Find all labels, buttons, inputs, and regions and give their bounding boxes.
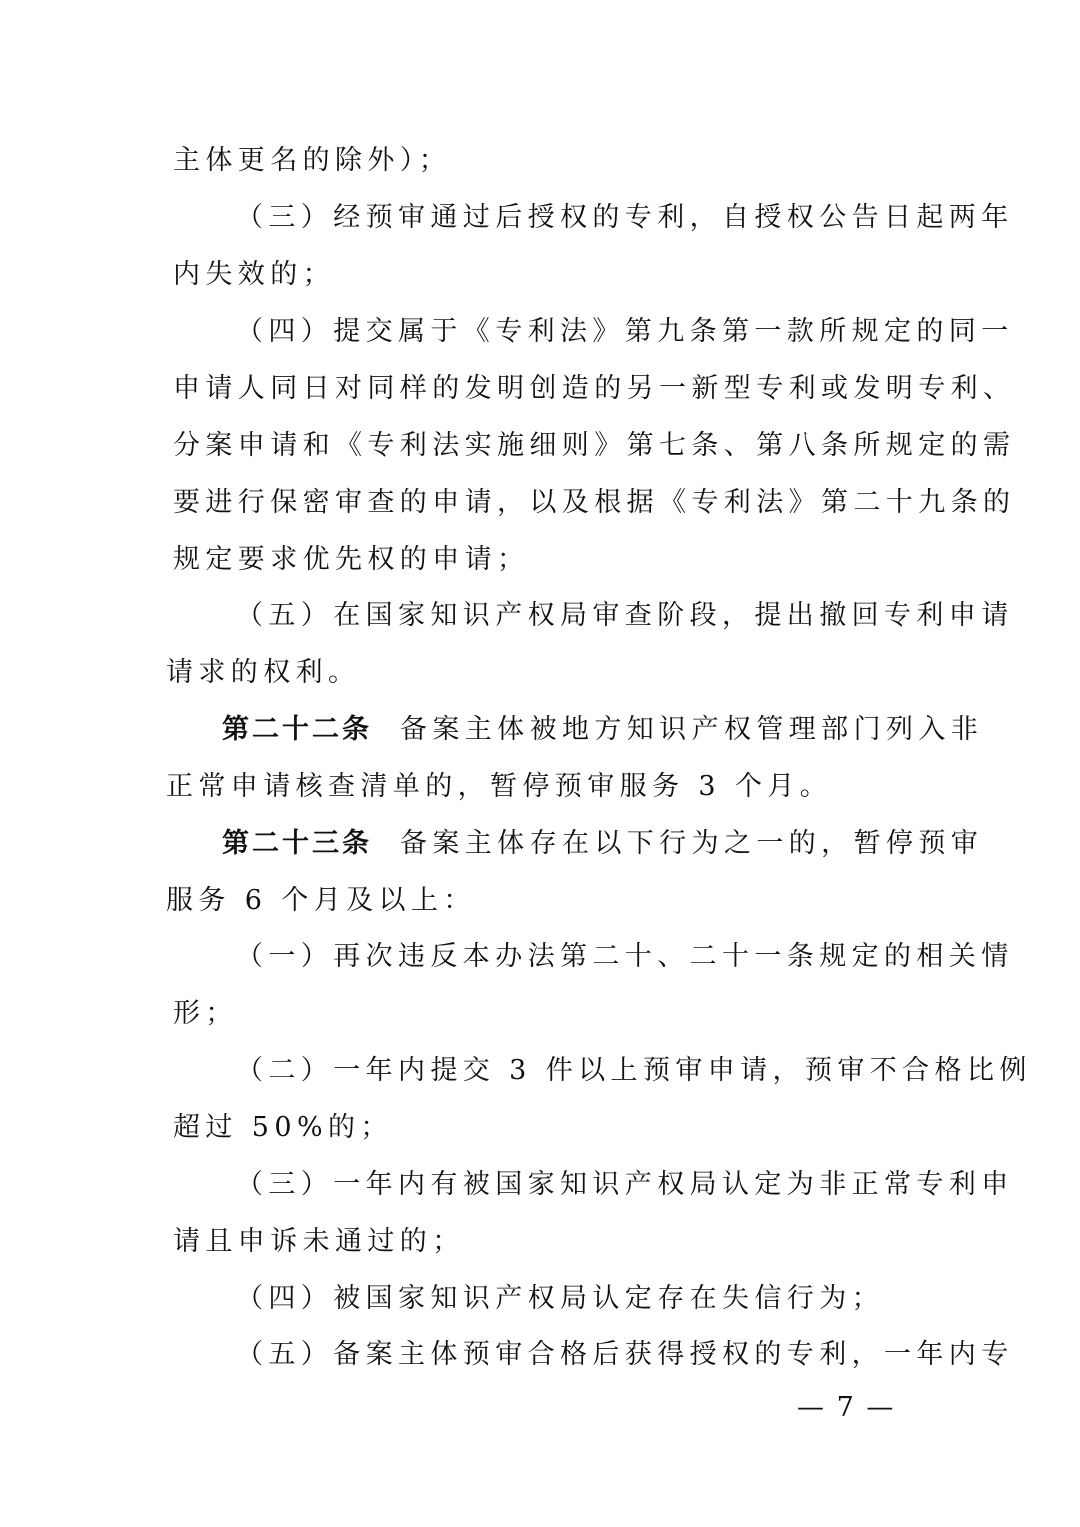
text-line: （四）被国家知识产权局认定存在失信行为；	[236, 1283, 884, 1314]
article-23-text: 备案主体存在以下行为之一的，暂停预审	[399, 828, 984, 859]
text-line: 请且申诉未通过的；	[173, 1226, 465, 1257]
text-line: 超过 50%的；	[173, 1112, 393, 1143]
text-line: （三）经预审通过后授权的专利，自授权公告日起两年	[236, 202, 1014, 233]
text-line: （二）一年内提交 3 件以上预审申请，预审不合格比例	[236, 1055, 1032, 1086]
text-line: 服务 6 个月及以上：	[166, 885, 476, 916]
text-line: （一）再次违反本办法第二十、二十一条规定的相关情	[236, 941, 1014, 972]
text-line: 要进行保密审查的申请，以及根据《专利法》第二十九条的	[173, 487, 1016, 518]
text-line: 内失效的；	[173, 259, 335, 290]
text-line: （三）一年内有被国家知识产权局认定为非正常专利申	[236, 1169, 1014, 1200]
article-22-title: 第二十二条	[222, 714, 372, 745]
article-22-text: 备案主体被地方知识产权管理部门列入非	[399, 714, 984, 745]
text-line: （五）备案主体预审合格后获得授权的专利，一年内专	[236, 1339, 1014, 1370]
page-number: — 7 —	[797, 1392, 896, 1423]
text-line: （四）提交属于《专利法》第九条第一款所规定的同一	[236, 316, 1014, 347]
text-line: 形；	[173, 998, 238, 1029]
article-23-first-line	[222, 824, 983, 864]
text-line: 分案申请和《专利法实施细则》第七条、第八条所规定的需	[173, 430, 1016, 461]
text-line: 申请人同日对同样的发明创造的另一新型专利或发明专利、	[173, 373, 1016, 404]
text-line: 规定要求优先权的申请；	[173, 544, 530, 575]
text-line: 主体更名的除外）；	[173, 145, 452, 176]
text-line: 请求的权利。	[166, 657, 361, 688]
article-22-first-line	[222, 710, 983, 750]
article-23-title: 第二十三条	[222, 828, 372, 859]
text-line: （五）在国家知识产权局审查阶段，提出撤回专利申请	[236, 600, 1014, 631]
text-line: 正常申请核查清单的，暂停预审服务 3 个月。	[166, 771, 833, 802]
